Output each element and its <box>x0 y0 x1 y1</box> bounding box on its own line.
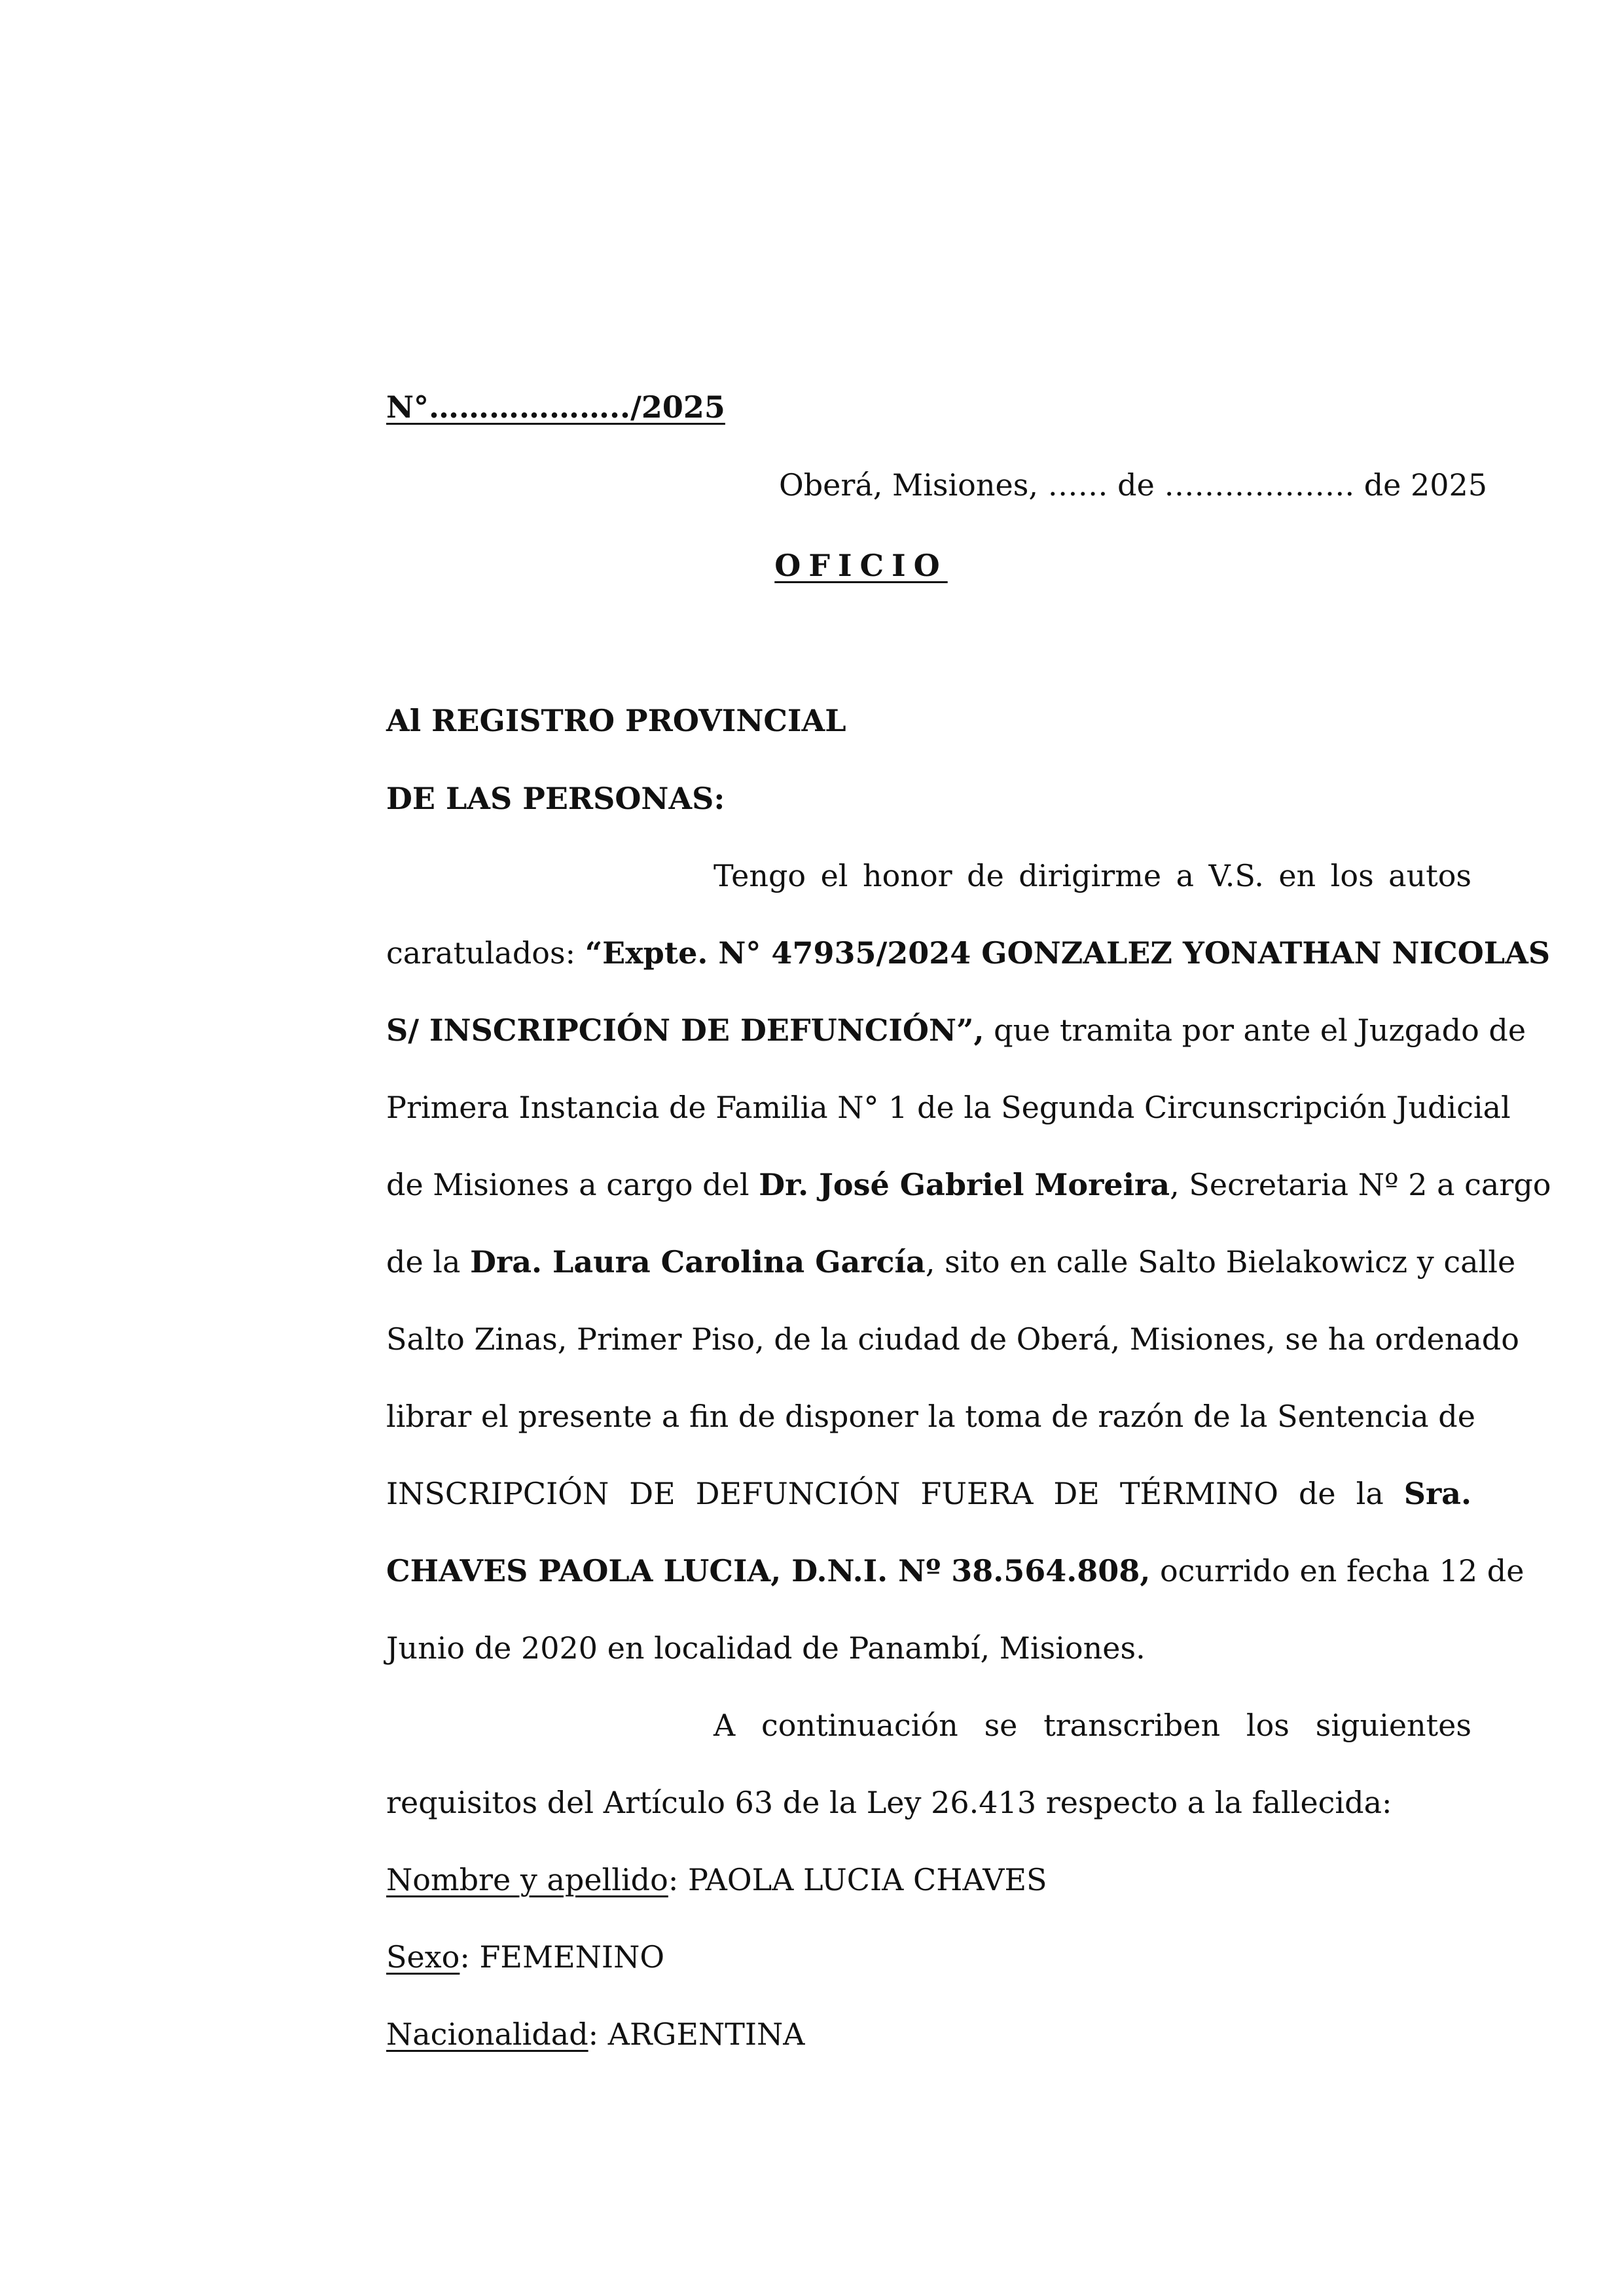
paragraph-1-line: librar el presente a fin de disponer la toma de razón de la Sentencia de <box>386 1399 1475 1434</box>
field-row <box>386 1937 1471 1977</box>
deceased-title: Sra. <box>1403 1476 1471 1511</box>
addressee-line-2: DE LAS PERSONAS: <box>386 781 725 816</box>
field-row <box>386 1860 1471 1899</box>
paragraph-1-line <box>386 1011 1526 1050</box>
date-line: Oberá, Misiones, …… de ………………. de 2025 <box>779 467 1488 503</box>
text-run: ocurrido en fecha 12 de <box>1150 1553 1525 1588</box>
text-run: , Secretaria Nº 2 a cargo <box>1170 1167 1551 1202</box>
paragraph-1-line: Salto Zinas, Primer Piso, de la ciudad de Oberá, Misiones, se ha ordenado <box>386 1321 1519 1357</box>
case-title: “Expte. N° 47935/2024 GONZALEZ YONATHAN NICOLAS <box>585 935 1551 971</box>
addressee-line-1: Al REGISTRO PROVINCIAL <box>386 703 846 738</box>
page-title: OFICIO <box>774 548 948 583</box>
text-run: caratulados: <box>386 935 585 971</box>
field-value: : ARGENTINA <box>588 2017 805 2052</box>
paragraph-2-line: requisitos del Artículo 63 de la Ley 26.413 respecto a la fallecida: <box>386 1785 1392 1820</box>
deceased-name: CHAVES PAOLA LUCIA, D.N.I. Nº 38.564.808, <box>386 1553 1151 1588</box>
text-run: de Misiones a cargo del <box>386 1167 759 1202</box>
field-label: Nacionalidad <box>386 2017 588 2052</box>
paragraph-1-line <box>386 1165 1551 1204</box>
case-title-end: S/ INSCRIPCIÓN DE DEFUNCIÓN”, <box>386 1013 984 1048</box>
secretary-name: Dra. Laura Carolina García <box>470 1244 926 1280</box>
field-row <box>386 2015 1471 2054</box>
paragraph-1-line <box>386 1242 1516 1282</box>
text-run: , sito en calle Salto Bielakowicz y calle <box>925 1244 1516 1280</box>
paragraph-1-line: Tengo el honor de dirigirme a V.S. en los autos <box>713 858 1471 893</box>
text-run: que tramita por ante el Juzgado de <box>984 1013 1526 1048</box>
field-label: Nombre y apellido <box>386 1862 668 1897</box>
paragraph-1-line: Junio de 2020 en localidad de Panambí, Misiones. <box>386 1630 1146 1666</box>
field-value: : PAOLA LUCIA CHAVES <box>668 1862 1047 1897</box>
paragraph-1-line <box>386 933 1551 973</box>
paragraph-2-line: A continuación se transcriben los siguientes <box>713 1708 1471 1743</box>
paragraph-1-line <box>386 1474 1471 1513</box>
paragraph-1-line: Primera Instancia de Familia N° 1 de la Segunda Circunscripción Judicial <box>386 1090 1511 1125</box>
text-run: INSCRIPCIÓN DE DEFUNCIÓN FUERA DE TÉRMINO de la <box>386 1476 1404 1511</box>
judge-name: Dr. José Gabriel Moreira <box>759 1167 1170 1202</box>
field-label: Sexo <box>386 1939 460 1975</box>
field-value: : FEMENINO <box>460 1939 665 1975</box>
paragraph-1-line <box>386 1551 1525 1590</box>
oficio-number: N°………………../2025 <box>386 389 725 425</box>
text-run: de la <box>386 1244 471 1280</box>
